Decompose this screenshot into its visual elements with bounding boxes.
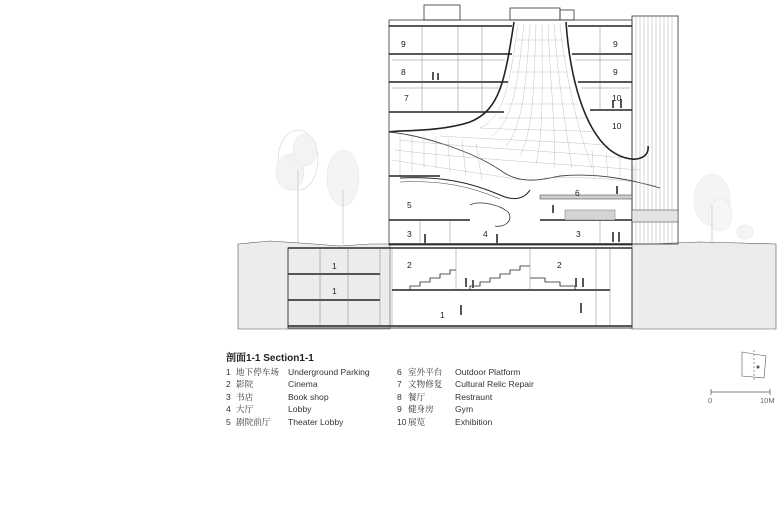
legend-item bbox=[397, 391, 557, 403]
stair-spiral bbox=[470, 203, 510, 226]
legend-num: 6 bbox=[397, 367, 402, 377]
legend-item bbox=[226, 416, 396, 428]
building-frame bbox=[389, 5, 678, 245]
legend-zh: 健身房 bbox=[408, 404, 434, 415]
ground-right bbox=[632, 242, 776, 329]
legend-en: Underground Parking bbox=[288, 367, 370, 377]
legend-zh: 大厅 bbox=[236, 404, 254, 415]
key-map bbox=[742, 350, 766, 380]
legend-item bbox=[397, 366, 557, 378]
legend-en: Cultural Relic Repair bbox=[455, 379, 534, 390]
legend-en: Restraunt bbox=[455, 391, 493, 402]
hatched-platform bbox=[565, 210, 615, 220]
legend-num: 7 bbox=[397, 379, 402, 390]
room-label-3a: 3 bbox=[407, 229, 412, 239]
legend-zh: 餐厅 bbox=[408, 391, 426, 402]
cinema-steps-left bbox=[392, 270, 456, 290]
room-label-9c: 9 bbox=[613, 67, 618, 77]
room-label-10a: 10 bbox=[612, 93, 622, 103]
ground-left bbox=[238, 241, 390, 329]
tree-left bbox=[276, 130, 359, 244]
room-label-3b: 3 bbox=[576, 229, 581, 239]
legend-zh: 书店 bbox=[236, 391, 254, 402]
legend-zh: 展览 bbox=[408, 416, 426, 427]
room-label-5: 5 bbox=[407, 200, 412, 210]
legend-item bbox=[397, 378, 557, 390]
scale-bar bbox=[711, 389, 770, 395]
room-label-1b: 1 bbox=[332, 286, 337, 296]
ramp bbox=[400, 178, 530, 199]
tree-right bbox=[694, 174, 753, 243]
legend-num: 10 bbox=[397, 416, 407, 427]
legend-en: Theater Lobby bbox=[288, 416, 344, 427]
room-label-6: 6 bbox=[575, 188, 580, 198]
legend-num: 4 bbox=[226, 404, 231, 415]
scale-end-label: 10M bbox=[760, 396, 775, 405]
cinema-steps-far bbox=[530, 278, 610, 290]
room-label-4: 4 bbox=[483, 229, 488, 239]
atrium-shell-right bbox=[566, 22, 648, 159]
legend-item bbox=[397, 416, 557, 428]
legend-zh: 文物修复 bbox=[408, 379, 443, 390]
room-label-9b: 9 bbox=[613, 39, 618, 49]
legend-item bbox=[397, 403, 557, 415]
legend-en: Exhibition bbox=[455, 416, 493, 427]
legend-zh: 影院 bbox=[236, 379, 254, 390]
terrace-right bbox=[632, 210, 678, 222]
legend-item bbox=[226, 391, 396, 403]
room-label-8: 8 bbox=[401, 67, 406, 77]
legend-num: 9 bbox=[397, 404, 402, 415]
legend-en: Lobby bbox=[288, 404, 312, 415]
section-title: 剖面1-1 Section1-1 bbox=[226, 353, 314, 364]
legend-en: Cinema bbox=[288, 379, 318, 390]
scale-start-label: 0 bbox=[708, 396, 713, 405]
legend-num: 2 bbox=[226, 379, 231, 390]
room-label-1a: 1 bbox=[332, 261, 337, 271]
legend-right bbox=[397, 366, 557, 428]
legend-zh: 剧院前厅 bbox=[236, 416, 271, 427]
atrium-shell-left bbox=[389, 22, 514, 132]
room-label-10b: 10 bbox=[612, 121, 622, 131]
legend-num: 8 bbox=[397, 391, 402, 402]
legend-item bbox=[226, 366, 396, 378]
room-label-9a: 9 bbox=[401, 39, 406, 49]
ramp-lower bbox=[400, 182, 500, 199]
legend-num: 3 bbox=[226, 391, 231, 402]
cinema-steps-right bbox=[460, 266, 530, 290]
legend-zh: 室外平台 bbox=[408, 367, 443, 377]
legend-item bbox=[226, 378, 396, 390]
legend-left bbox=[226, 366, 396, 428]
room-label-1c: 1 bbox=[440, 310, 445, 320]
legend-en: Gym bbox=[455, 404, 474, 415]
legend-item bbox=[226, 403, 396, 415]
legend-num: 5 bbox=[226, 416, 231, 427]
room-label-7: 7 bbox=[404, 93, 409, 103]
legend-en: Book shop bbox=[288, 391, 329, 402]
legend-en: Outdoor Platform bbox=[455, 367, 521, 377]
room-label-2a: 2 bbox=[407, 260, 412, 270]
legend-zh: 地下停车场 bbox=[236, 367, 279, 377]
outdoor-platform bbox=[540, 195, 632, 199]
legend-num: 1 bbox=[226, 367, 231, 377]
people bbox=[424, 72, 622, 315]
room-label-2b: 2 bbox=[557, 260, 562, 270]
